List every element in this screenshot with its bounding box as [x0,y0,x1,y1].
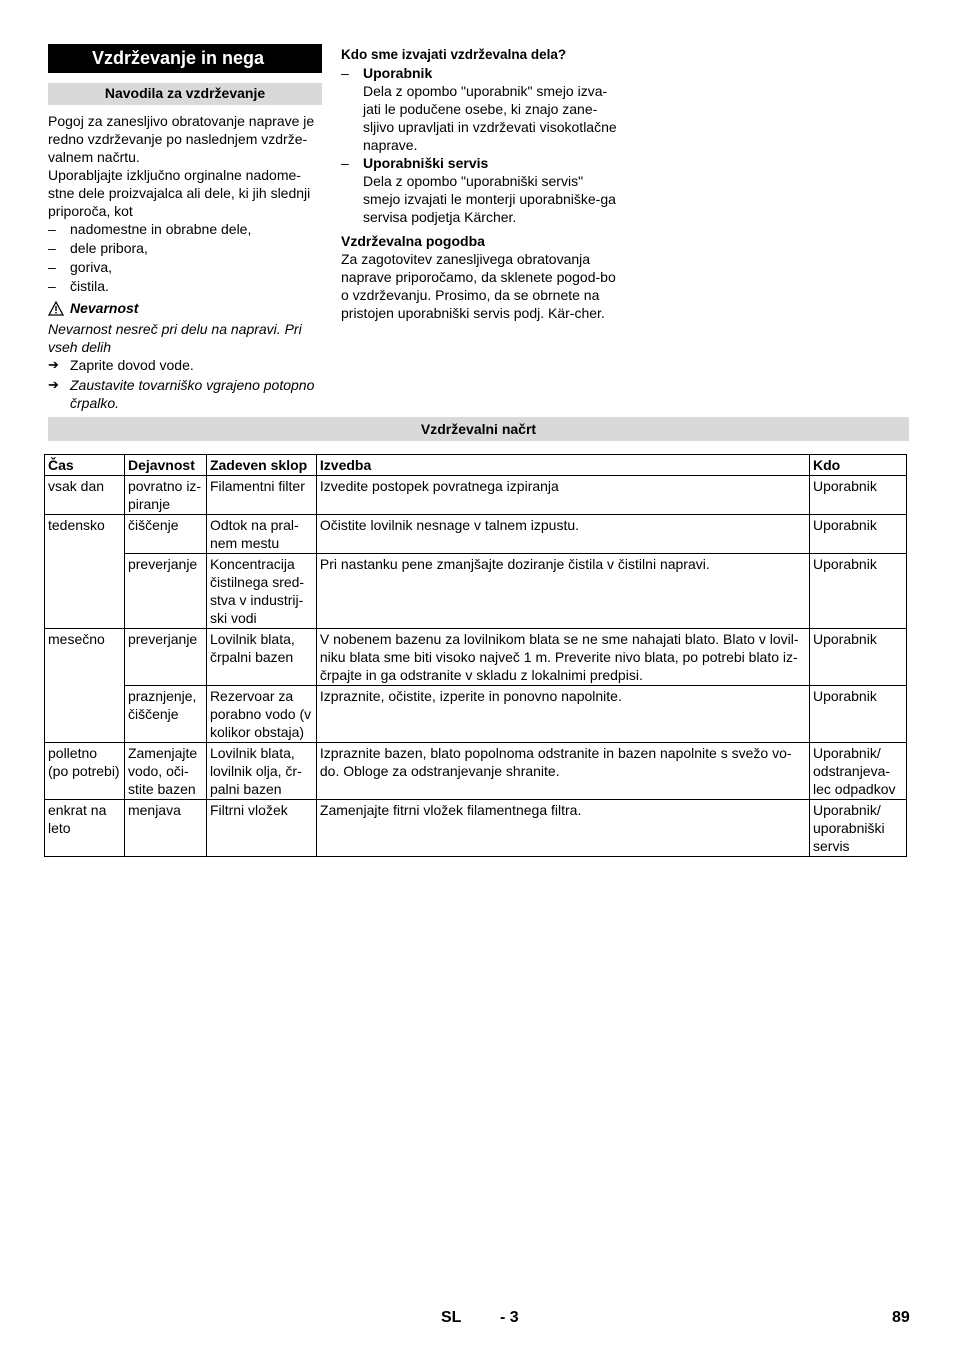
contract-heading: Vzdrževalna pogodba [341,233,485,249]
cell-time: mesečno [45,629,125,686]
table-header-row [45,455,907,476]
cell-who: Uporabnik [810,629,907,686]
cell-activity: praznjenje, čiščenje [124,686,206,743]
cell-time [45,686,125,743]
step-item: ➔ Zaustavite tovarniško vgrajeno potopno črpalko. [48,377,315,411]
table-row [45,686,907,743]
cell-activity: menjava [124,800,206,857]
cell-unit: Filamentni filter [206,476,316,515]
table-row [45,515,907,554]
page-number: 89 [892,1309,910,1326]
cell-activity: preverjanje [124,554,206,629]
cell-activity: Zamenjajte vodo, oči-stite bazen [124,743,206,800]
cell-action: Zamenjajte fitrni vložek filamentnega filtra. [316,800,809,857]
footer-section: - 3 [500,1309,519,1326]
cell-activity: preverjanje [124,629,206,686]
table-row [45,800,907,857]
who-heading: Kdo sme izvajati vzdrževalna dela? [341,47,567,62]
header-who: Kdo [810,455,907,476]
cell-time: enkrat na leto [45,800,125,857]
intro-paragraph-2: Uporabljajte izključno orginalne nadome-stne dele proizvajalca ali dele, ki jih slednji priporoča, kot [48,167,311,219]
cell-action: V nobenem bazenu za lovilnikom blata se ne sme nahajati blato. Blato v lovil-niku blata sme biti visoko največ 1 m. Preverite nivo blata, po potrebi blato iz-črpajte in ga odstranite v skladu z lokalnimi predpisi. [316,629,809,686]
intro-paragraph-1: Pogoj za zanesljivo obratovanje naprave je redno vzdrževanje po naslednjem vzdrže-valnem načrtu. [48,113,315,165]
left-column [48,44,322,412]
parts-list [48,220,322,296]
cell-who: Uporabnik [810,686,907,743]
maintenance-table [44,454,907,857]
header-activity: Dejavnost [124,455,206,476]
cell-time [45,554,125,629]
cell-time: vsak dan [45,476,125,515]
main-heading: Vzdrževanje in nega [48,44,322,73]
cell-unit: Lovilnik blata, lovilnik olja, čr-palni bazen [206,743,316,800]
who-item-text: Dela z opombo "uporabnik" smejo izva-jati le podučene osebe, ki znajo zane-sljivo upravljati in vzdrževati visokotlačne naprave. [363,83,617,153]
cell-unit: Filtrni vložek [206,800,316,857]
cell-unit: Lovilnik blata, črpalni bazen [206,629,316,686]
cell-activity: povratno iz-piranje [124,476,206,515]
cell-activity: čiščenje [124,515,206,554]
table-row [45,743,907,800]
cell-who: Uporabnik/ uporabniški servis [810,800,907,857]
table-row [45,554,907,629]
warning-title: Nevarnost [48,299,322,317]
cell-who: Uporabnik [810,515,907,554]
list-item: – goriva, [48,259,113,275]
middle-column [341,46,621,322]
who-item-text: Dela z opombo "uporabniški servis" smejo izvajati le monterji uporabniške-ga servisa podjetja Kärcher. [363,173,616,225]
list-item: – dele pribora, [48,240,148,256]
plan-heading: Vzdrževalni načrt [48,417,909,441]
table-row [45,629,907,686]
cell-unit: Rezervoar za porabno vodo (v kolikor obstaja) [206,686,316,743]
who-item-title: Uporabnik [363,65,433,81]
who-item-service: – Uporabniški servis Dela z opombo "uporabniški servis" smejo izvajati le monterji uporabniške-ga servisa podjetja Kärcher. [341,154,621,226]
table-row [45,476,907,515]
cell-action: Izvedite postopek povratnega izpiranja [316,476,809,515]
cell-time: tedensko [45,515,125,554]
cell-unit: Koncentracija čistilnega sred-stva v industrij-ski vodi [206,554,316,629]
list-item: – nadomestne in obrabne dele, [48,221,252,237]
header-time: Čas [45,455,125,476]
header-unit: Zadeven sklop [206,455,316,476]
cell-time: polletno (po potrebi) [45,743,125,800]
step-item: ➔ Zaprite dovod vode. [48,357,194,373]
sub-heading: Navodila za vzdrževanje [48,83,322,105]
warning-text: Nevarnost nesreč pri delu na napravi. Pri vseh delih [48,321,302,355]
cell-who: Uporabnik [810,554,907,629]
contract-text: Za zagotovitev zanesljivega obratovanja naprave priporočamo, da sklenete pogod-bo o vzdrževanju. Prosimo, da se obrnete na pristojen uporabniški servis podj. Kär-cher. [341,251,616,321]
footer-language: SL [441,1309,462,1326]
list-item: – čistila. [48,278,109,294]
warning-triangle-icon [48,301,64,316]
header-action: Izvedba [316,455,809,476]
cell-action: Izpraznite bazen, blato popolnoma odstranite in bazen napolnite s svežo vo-do. Obloge za odstranjevanje shranite. [316,743,809,800]
cell-who: Uporabnik [810,476,907,515]
cell-action: Očistite lovilnik nesnage v talnem izpustu. [316,515,809,554]
arrow-right-icon: ➔ [48,357,59,372]
who-item-title: Uporabniški servis [363,155,489,171]
cell-action: Izpraznite, očistite, izperite in ponovno napolnite. [316,686,809,743]
cell-unit: Odtok na pral-nem mestu [206,515,316,554]
cell-action: Pri nastanku pene zmanjšajte doziranje čistila v čistilni napravi. [316,554,809,629]
who-item-user: – Uporabnik Dela z opombo "uporabnik" smejo izva-jati le podučene osebe, ki znajo zane-sljivo upravljati in vzdrževati visokotlačne naprave. [341,64,621,154]
arrow-right-icon: ➔ [48,377,59,392]
cell-who: Uporabnik/ odstranjeva-lec odpadkov [810,743,907,800]
